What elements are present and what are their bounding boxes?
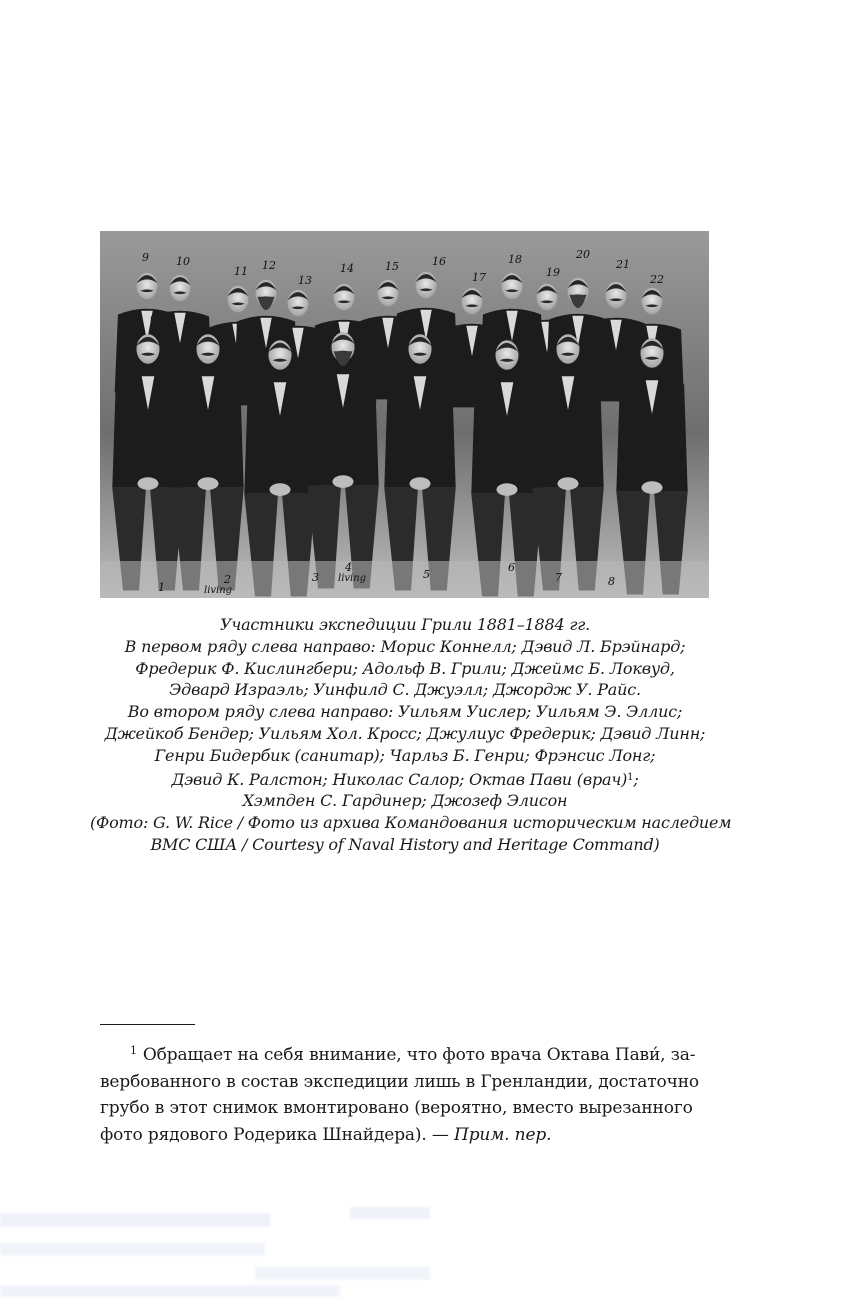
footnote-line xyxy=(100,1122,712,1149)
footnote-line-text: Обращает на себя внимание, что фото врача Октава Пави́, за- xyxy=(142,1045,696,1065)
caption-line: В первом ряду слева направо: Морис Коннелл; Дэвид Л. Брэйнард; xyxy=(124,636,686,656)
caption-line-text: Дэвид К. Ралстон; Николас Салор; Октав Пави (врач) xyxy=(171,769,628,789)
footnote-number: 1 xyxy=(130,1044,137,1057)
photo-number-label: 8 xyxy=(608,575,615,588)
photo-floor xyxy=(100,561,709,598)
photo-number-label: 14 xyxy=(340,262,354,275)
caption-line: ВМС США / Courtesy of Naval History and Heritage Command) xyxy=(150,834,660,854)
photo-number-label: 19 xyxy=(546,266,560,279)
footnote-divider xyxy=(100,1024,195,1025)
caption-line: Джейкоб Бендер; Уильям Хол. Кросс; Джулиус Фредерик; Дэвид Линн; xyxy=(104,723,706,743)
translator-note: Прим. пер. xyxy=(454,1124,552,1145)
footnote-line: вербованного в состав экспедиции лишь в Гренландии, достаточно xyxy=(100,1071,699,1092)
photo-number-label: 7 xyxy=(555,571,562,584)
photo-illustration xyxy=(100,231,709,598)
photo-number-label: 16 xyxy=(432,255,446,268)
photo-number-label: 10 xyxy=(176,255,190,268)
caption-line: (Фото: G. W. Rice / Фото из архива Командования историческим наследием xyxy=(90,813,732,833)
photo-number-label: 11 xyxy=(234,265,248,278)
photo-number-label: 15 xyxy=(385,260,399,273)
photo-number-label: 6 xyxy=(508,561,515,574)
bleed-through-text xyxy=(0,1205,440,1299)
photo-number-label: 4 xyxy=(345,561,352,574)
caption-line: Генри Бидербик (санитар); Чарльз Б. Генри; Фрэнсис Лонг; xyxy=(154,745,656,765)
expedition-group-photo xyxy=(100,231,709,598)
caption-line: Во втором ряду слева направо: Уильям Уислер; Уильям Э. Эллис; xyxy=(127,702,683,722)
photo-number-label: 3 xyxy=(312,571,319,584)
footnote xyxy=(100,1038,712,1148)
photo-number-label: 1 xyxy=(158,581,165,594)
handwritten-living-left: living xyxy=(204,585,233,596)
photo-number-label: 12 xyxy=(262,259,276,272)
photo-number-label: 2 xyxy=(224,573,231,586)
caption-line: Эдвард Израэль; Уинфилд С. Джуэлл; Джордж У. Райс. xyxy=(169,680,641,700)
photo-number-label: 22 xyxy=(650,273,664,286)
caption-line xyxy=(90,767,720,791)
footnote-reference[interactable]: 1 xyxy=(627,771,634,783)
photo-number-label: 21 xyxy=(616,258,630,271)
photo-number-label: 9 xyxy=(142,251,149,264)
footnote-line xyxy=(100,1038,712,1069)
photo-number-label: 20 xyxy=(576,248,590,261)
footnote-line-text: фото рядового Родерика Шнайдера). — xyxy=(100,1124,455,1145)
photo-caption xyxy=(90,614,732,856)
caption-line: Хэмпден С. Гардинер; Джозеф Элисон xyxy=(242,791,568,811)
caption-line-punct: ; xyxy=(633,769,639,789)
photo-number-label: 13 xyxy=(298,274,312,287)
photo-number-label: 18 xyxy=(508,253,522,266)
photo-number-label: 17 xyxy=(472,271,486,284)
handwritten-living-center: living xyxy=(338,573,367,584)
footnote-line: грубо в этот снимок вмонтировано (вероятно, вместо вырезанного xyxy=(100,1098,693,1118)
caption-line: Фредерик Ф. Кислингбери; Адольф В. Грили; Джеймс Б. Локвуд, xyxy=(135,658,675,678)
caption-line: Участники экспедиции Грили 1881–1884 гг. xyxy=(219,615,591,634)
photo-number-label: 5 xyxy=(423,568,430,581)
